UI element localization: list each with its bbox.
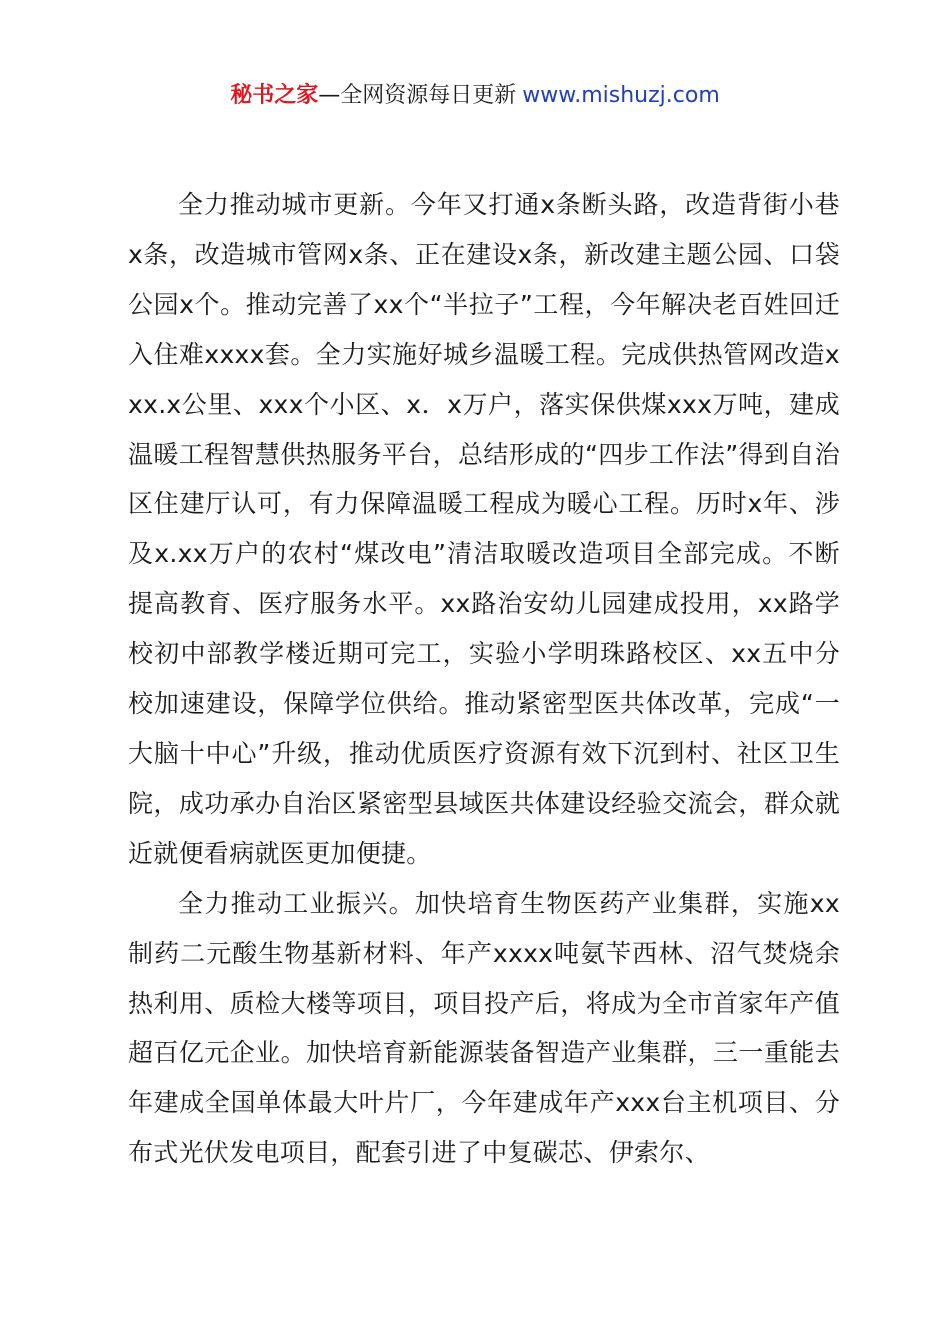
site-url-link[interactable]: www.mishuzj.com [522,83,720,108]
paragraph-urban-renewal: 全力推动城市更新。今年又打通x条断头路，改造背街小巷x条，改造城市管网x条、正在建设x条，新改建主题公园、口袋公园x个。推动完善了xx个“半拉子”工程，今年解决老百姓回迁入住难xxxx套。全力实施好城乡温暖工程。完成供热管网改造xxx.x公里、xxx个小区、x．x万户，落实保供煤xxx万吨，建成温暖工程智慧供热服务平台，总结形成的“四步工作法”得到自治区住建厅认可，有力保障温暖工程成为暖心工程。历时x年、涉及x.xx万户的农村“煤改电”清洁取暖改造项目全部完成。不断提高教育、医疗服务水平。xx路治安幼儿园建成投用，xx路学校初中部教学楼近期可完工，实验小学明珠路校区、xx五中分校加速建设，保障学位供给。推动紧密型医共体改革，完成“一大脑十中心”升级，推动优质医疗资源有效下沉到村、社区卫生院，成功承办自治区紧密型县域医共体建设经验交流会，群众就近就便看病就医更加便捷。 [128,190,840,868]
paragraph-industrial-revitalization: 全力推动工业振兴。加快培育生物医药产业集群，实施xx制药二元酸生物基新材料、年产xxxx吨氨苄西林、沼气焚烧余热利用、质检大楼等项目，项目投产后，将成为全市首家年产值超百亿元企业。加快培育新能源装备智造产业集群，三一重能去年建成全国单体最大叶片厂，今年建成年产xxx台主机项目、分布式光伏发电项目，配套引进了中复碳芯、伊索尔、 [128,888,840,1168]
header-tagline: —全网资源每日更新 [318,83,517,108]
brand-name: 秘书之家 [230,83,319,108]
document-body [128,180,840,1178]
site-header [0,80,950,112]
